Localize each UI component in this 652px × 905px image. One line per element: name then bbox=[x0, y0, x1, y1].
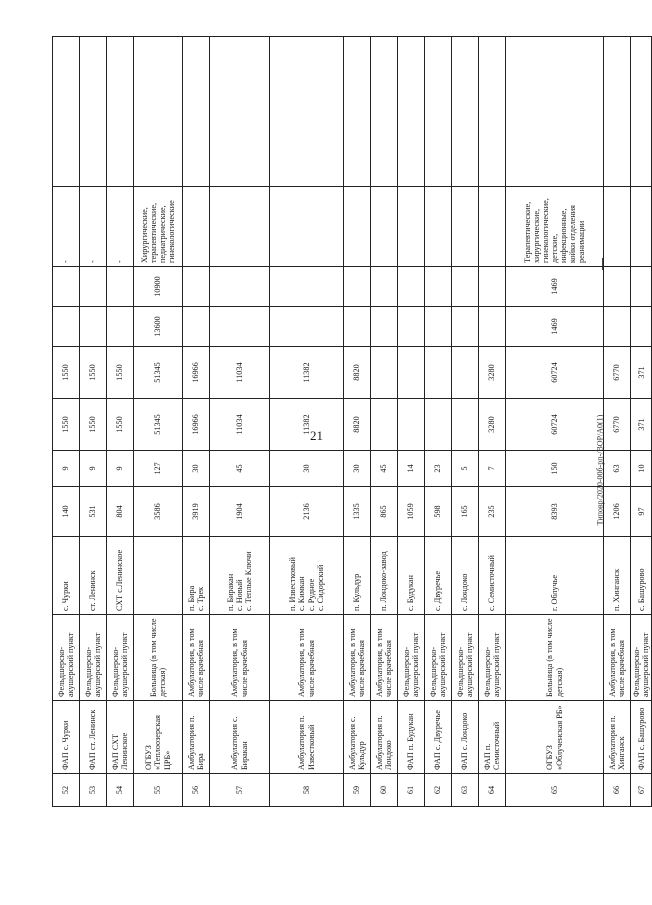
value-2 bbox=[425, 347, 452, 399]
locality: с. Лондоко bbox=[452, 537, 479, 615]
facility-name: Амбулатория п. Известковый bbox=[270, 701, 344, 774]
staff-count: 30 bbox=[183, 451, 210, 487]
empty-cell bbox=[270, 37, 344, 187]
table-row bbox=[134, 37, 183, 807]
value-3 bbox=[631, 307, 652, 347]
staff-count: 14 bbox=[398, 451, 425, 487]
facility-name: ФАП с. Чурки bbox=[53, 701, 80, 774]
table-row bbox=[344, 37, 371, 807]
facility-name: Амбулатория п. Бира bbox=[183, 701, 210, 774]
table-row bbox=[452, 37, 479, 807]
value-1: 1550 bbox=[80, 399, 107, 451]
locality: ст. Ленинск bbox=[80, 537, 107, 615]
population: 1335 bbox=[344, 487, 371, 537]
bed-profile: - bbox=[107, 187, 134, 267]
population: 865 bbox=[371, 487, 398, 537]
value-2: 1550 bbox=[53, 347, 80, 399]
value-3: 13600 bbox=[134, 307, 183, 347]
value-1 bbox=[425, 399, 452, 451]
facility-type: Амбулатория, в том числе врачебная bbox=[183, 615, 210, 701]
row-number: 66 bbox=[604, 774, 631, 807]
population: 1059 bbox=[398, 487, 425, 537]
value-3 bbox=[452, 307, 479, 347]
value-3 bbox=[183, 307, 210, 347]
value-4: 10900 bbox=[134, 267, 183, 307]
facility-name: ФАП с. Башурово bbox=[631, 701, 652, 774]
value-2: 8820 bbox=[344, 347, 371, 399]
value-4 bbox=[479, 267, 506, 307]
table-row bbox=[631, 37, 652, 807]
facility-name: Амбулатория с. Кульдур bbox=[344, 701, 371, 774]
population: 1206 bbox=[604, 487, 631, 537]
staff-count: 150 bbox=[506, 451, 604, 487]
population: 3586 bbox=[134, 487, 183, 537]
row-number: 63 bbox=[452, 774, 479, 807]
bed-profile bbox=[183, 187, 210, 267]
value-1 bbox=[452, 399, 479, 451]
row-number: 61 bbox=[398, 774, 425, 807]
staff-count: 30 bbox=[344, 451, 371, 487]
bed-profile: Терапевтические, хирургические, гинекологические, детские, инфекционные, койки отделения реанимации bbox=[506, 187, 604, 267]
row-number: 59 bbox=[344, 774, 371, 807]
value-2: 60724 bbox=[506, 347, 604, 399]
value-3 bbox=[107, 307, 134, 347]
population: 804 bbox=[107, 487, 134, 537]
value-2 bbox=[371, 347, 398, 399]
row-number: 52 bbox=[53, 774, 80, 807]
table-row bbox=[425, 37, 452, 807]
value-3 bbox=[425, 307, 452, 347]
empty-cell bbox=[371, 37, 398, 187]
value-1 bbox=[398, 399, 425, 451]
facility-name: Амбулатория с. Биракан bbox=[210, 701, 270, 774]
row-number: 62 bbox=[425, 774, 452, 807]
facility-name: Амбулатория п. Лондоко bbox=[371, 701, 398, 774]
value-3 bbox=[80, 307, 107, 347]
empty-cell bbox=[344, 37, 371, 187]
staff-count: 5 bbox=[452, 451, 479, 487]
bed-profile: - bbox=[80, 187, 107, 267]
facilities-table bbox=[52, 36, 652, 807]
bed-profile bbox=[631, 187, 652, 267]
facility-name: ФАП СХТ Ленинское bbox=[107, 701, 134, 774]
table-row bbox=[371, 37, 398, 807]
staff-count: 9 bbox=[80, 451, 107, 487]
empty-cell bbox=[134, 37, 183, 187]
row-number: 60 bbox=[371, 774, 398, 807]
facility-type: Больница (в том числе детская) bbox=[506, 615, 604, 701]
value-3 bbox=[398, 307, 425, 347]
locality: с. Будукан bbox=[398, 537, 425, 615]
staff-count: 127 bbox=[134, 451, 183, 487]
empty-cell bbox=[452, 37, 479, 187]
facility-type: Фельдшерско-акушерский пункт bbox=[398, 615, 425, 701]
facility-type: Амбулатория, в том числе врачебная bbox=[604, 615, 631, 701]
locality: СХТ с.Ленинское bbox=[107, 537, 134, 615]
value-1: 60724 bbox=[506, 399, 604, 451]
value-3 bbox=[344, 307, 371, 347]
table-row bbox=[398, 37, 425, 807]
bed-profile bbox=[210, 187, 270, 267]
value-2: 371 bbox=[631, 347, 652, 399]
locality: г. Облучье bbox=[506, 537, 604, 615]
locality bbox=[134, 537, 183, 615]
facility-type: Амбулатория, в том числе врачебная bbox=[371, 615, 398, 701]
locality: с. Семисточный bbox=[479, 537, 506, 615]
bed-profile bbox=[371, 187, 398, 267]
staff-count: 10 bbox=[631, 451, 652, 487]
staff-count: 45 bbox=[371, 451, 398, 487]
facility-name: Амбулатория п. Хинганск bbox=[604, 701, 631, 774]
facility-type: Амбулатория, в том числе врачебная bbox=[210, 615, 270, 701]
value-1: 51345 bbox=[134, 399, 183, 451]
population: 8393 bbox=[506, 487, 604, 537]
bed-profile: Хирургические, терапевтические, педиатрические, гинекологические bbox=[134, 187, 183, 267]
empty-cell bbox=[398, 37, 425, 187]
value-3 bbox=[371, 307, 398, 347]
bed-profile: - bbox=[53, 187, 80, 267]
facility-name: ОГБУЗ «Теплоозерская ЦРБ» bbox=[134, 701, 183, 774]
value-3 bbox=[479, 307, 506, 347]
empty-cell bbox=[631, 37, 652, 187]
locality: п. Бира с. Трек bbox=[183, 537, 210, 615]
population: 140 bbox=[53, 487, 80, 537]
facility-type: Фельдшерско-акушерский пункт bbox=[53, 615, 80, 701]
value-1: 371 bbox=[631, 399, 652, 451]
value-4 bbox=[107, 267, 134, 307]
row-number: 64 bbox=[479, 774, 506, 807]
value-4 bbox=[631, 267, 652, 307]
value-1: 1550 bbox=[53, 399, 80, 451]
bed-profile bbox=[398, 187, 425, 267]
staff-count: 7 bbox=[479, 451, 506, 487]
value-1: 11382 bbox=[270, 399, 344, 451]
value-3 bbox=[53, 307, 80, 347]
table-row bbox=[210, 37, 270, 807]
row-number: 58 bbox=[270, 774, 344, 807]
value-2: 16966 bbox=[183, 347, 210, 399]
table-row bbox=[506, 37, 604, 807]
value-4 bbox=[604, 267, 631, 307]
locality: п. Кульдур bbox=[344, 537, 371, 615]
value-4 bbox=[183, 267, 210, 307]
table-row bbox=[80, 37, 107, 807]
population: 1904 bbox=[210, 487, 270, 537]
value-2 bbox=[398, 347, 425, 399]
value-4 bbox=[344, 267, 371, 307]
staff-count: 23 bbox=[425, 451, 452, 487]
row-number: 67 bbox=[631, 774, 652, 807]
table-row bbox=[53, 37, 80, 807]
population: 3919 bbox=[183, 487, 210, 537]
footer-code: Типовр/2020-00б-рп-/ВОР/А0(1) bbox=[595, 414, 605, 526]
facility-type: Фельдшерско-акушерский пункт bbox=[452, 615, 479, 701]
facility-name: ФАП ст. Ленинск bbox=[80, 701, 107, 774]
staff-count: 9 bbox=[107, 451, 134, 487]
facility-name: ФАП с. Двуречье bbox=[425, 701, 452, 774]
staff-count: 45 bbox=[210, 451, 270, 487]
value-4 bbox=[452, 267, 479, 307]
locality: п. Биракан с. Новый с. Теплые Ключи bbox=[210, 537, 270, 615]
value-3 bbox=[604, 307, 631, 347]
row-number: 55 bbox=[134, 774, 183, 807]
value-1: 8820 bbox=[344, 399, 371, 451]
population: 598 bbox=[425, 487, 452, 537]
bed-profile bbox=[452, 187, 479, 267]
locality: с. Чурки bbox=[53, 537, 80, 615]
empty-cell bbox=[425, 37, 452, 187]
page-number: 21 bbox=[310, 428, 323, 443]
value-2: 1550 bbox=[80, 347, 107, 399]
facility-name: ФАП п. Семисточный bbox=[479, 701, 506, 774]
population: 235 bbox=[479, 487, 506, 537]
value-4 bbox=[80, 267, 107, 307]
population: 165 bbox=[452, 487, 479, 537]
bed-profile bbox=[425, 187, 452, 267]
value-4 bbox=[371, 267, 398, 307]
value-3 bbox=[210, 307, 270, 347]
locality: п. Известковый с. Кимкан с. Рудное с. Сидорский bbox=[270, 537, 344, 615]
bed-profile bbox=[604, 187, 631, 267]
facility-name: ФАП п. Будукан bbox=[398, 701, 425, 774]
empty-cell bbox=[183, 37, 210, 187]
staff-count: 63 bbox=[604, 451, 631, 487]
empty-cell bbox=[53, 37, 80, 187]
value-4 bbox=[398, 267, 425, 307]
bed-profile bbox=[344, 187, 371, 267]
value-3 bbox=[270, 307, 344, 347]
facility-type: Фельдшерско-акушерский пункт bbox=[425, 615, 452, 701]
population: 97 bbox=[631, 487, 652, 537]
value-3: 1469 bbox=[506, 307, 604, 347]
value-1: 16966 bbox=[183, 399, 210, 451]
row-number: 65 bbox=[506, 774, 604, 807]
row-number: 57 bbox=[210, 774, 270, 807]
value-2: 6770 bbox=[604, 347, 631, 399]
locality: п. Лондоко-завод bbox=[371, 537, 398, 615]
value-1: 11034 bbox=[210, 399, 270, 451]
empty-cell bbox=[604, 37, 631, 187]
population: 2136 bbox=[270, 487, 344, 537]
value-2: 3280 bbox=[479, 347, 506, 399]
staff-count: 30 bbox=[270, 451, 344, 487]
value-4 bbox=[210, 267, 270, 307]
empty-cell bbox=[210, 37, 270, 187]
row-number: 53 bbox=[80, 774, 107, 807]
table-row bbox=[183, 37, 210, 807]
bed-profile bbox=[479, 187, 506, 267]
population: 531 bbox=[80, 487, 107, 537]
value-2: 11034 bbox=[210, 347, 270, 399]
facility-type: Амбулатория, в том числе врачебная bbox=[270, 615, 344, 701]
facility-name: ОГБУЗ «Облученская РБ» bbox=[506, 701, 604, 774]
value-2 bbox=[452, 347, 479, 399]
value-4 bbox=[270, 267, 344, 307]
value-4 bbox=[53, 267, 80, 307]
value-1: 1550 bbox=[107, 399, 134, 451]
facility-name: ФАП с. Лондоко bbox=[452, 701, 479, 774]
value-1 bbox=[371, 399, 398, 451]
value-1: 3280 bbox=[479, 399, 506, 451]
facility-type: Амбулатория, в том числе врачебная bbox=[344, 615, 371, 701]
value-2: 1550 bbox=[107, 347, 134, 399]
facility-type: Больница (в том числе детская) bbox=[134, 615, 183, 701]
empty-cell bbox=[107, 37, 134, 187]
empty-cell bbox=[506, 37, 604, 187]
staff-count: 9 bbox=[53, 451, 80, 487]
locality: п. Хинганск bbox=[604, 537, 631, 615]
value-4 bbox=[425, 267, 452, 307]
locality: с. Двуречье bbox=[425, 537, 452, 615]
value-4: 1469 bbox=[506, 267, 604, 307]
value-2: 51345 bbox=[134, 347, 183, 399]
facility-type: Фельдшерско-акушерский пункт bbox=[479, 615, 506, 701]
table-row bbox=[107, 37, 134, 807]
row-number: 54 bbox=[107, 774, 134, 807]
locality: с. Башурово bbox=[631, 537, 652, 615]
table-row bbox=[479, 37, 506, 807]
table-row bbox=[270, 37, 344, 807]
table-row bbox=[604, 37, 631, 807]
row-number: 56 bbox=[183, 774, 210, 807]
empty-cell bbox=[80, 37, 107, 187]
empty-cell bbox=[479, 37, 506, 187]
facility-type: Фельдшерско-акушерский пункт bbox=[107, 615, 134, 701]
facility-type: Фельдшерско-акушерский пункт bbox=[631, 615, 652, 701]
value-1: 6770 bbox=[604, 399, 631, 451]
value-2: 11382 bbox=[270, 347, 344, 399]
facility-type: Фельдшерско-акушерский пункт bbox=[80, 615, 107, 701]
bed-profile bbox=[270, 187, 344, 267]
